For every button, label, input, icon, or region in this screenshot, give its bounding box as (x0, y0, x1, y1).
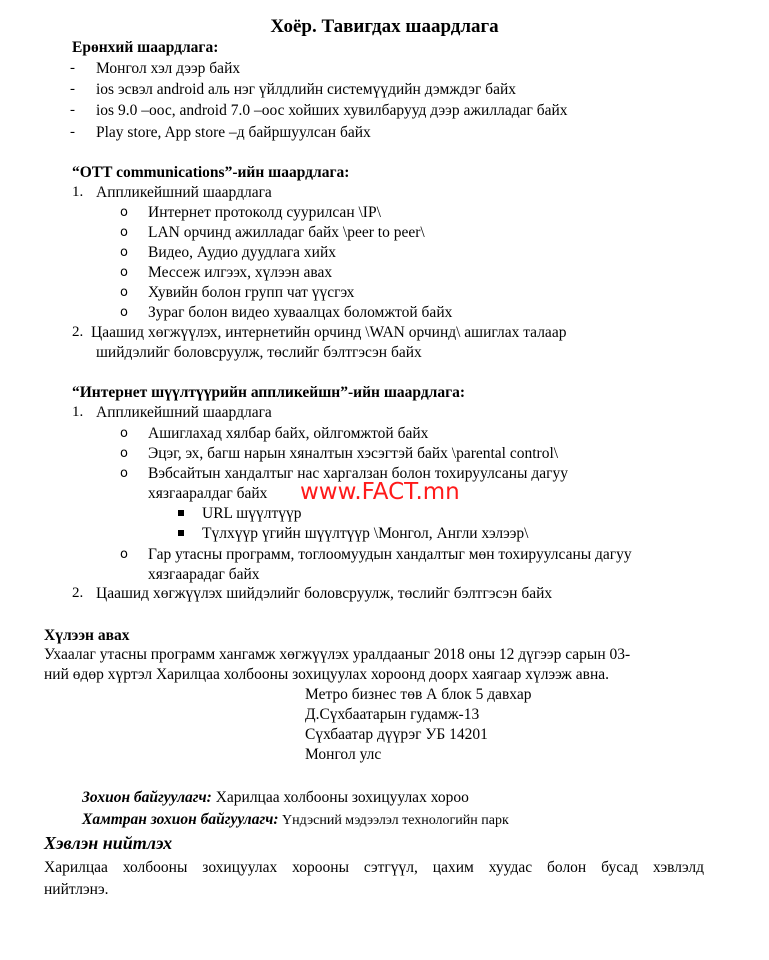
sub-item-cont: хязгааралдаг байх (148, 485, 268, 502)
dash-bullet: - (70, 60, 75, 76)
general-heading: Ерөнхий шаардлага: (72, 39, 219, 56)
sub-item: Ашиглахад хялбар байх, ойлгомжтой байх (148, 425, 429, 442)
sub-item: Эцэг, эх, багш нарын хяналтын хэсэгтэй байх \parental control\ (148, 445, 559, 462)
list-number: 2. (72, 585, 84, 601)
list-item-cont: шийдэлийг боловсруулж, төслийг бэлтгэсэн байх (96, 344, 422, 361)
dash-bullet: - (70, 102, 75, 118)
sub-item: Хувийн болон групп чат үүсгэх (148, 284, 355, 301)
list-item: Play store, App store –д байршуулсан байх (96, 124, 371, 141)
circle-bullet-icon: o (120, 265, 128, 280)
organizer-value: Харилцаа холбооны зохицуулах хороо (211, 789, 469, 806)
subsub-item: URL шүүлтүүр (202, 505, 302, 522)
circle-bullet-icon: o (120, 466, 128, 481)
list-item: ios 9.0 –оос, android 7.0 –оос хойших хувилбарууд дээр ажилладаг байх (96, 102, 568, 119)
list-number: 1. (72, 404, 84, 420)
address-line: Сүхбаатар дүүрэг УБ 14201 (305, 726, 488, 743)
circle-bullet-icon: o (120, 205, 128, 220)
circle-bullet-icon: o (120, 547, 128, 562)
publish-heading: Хэвлэн нийтлэх (44, 833, 173, 853)
list-item: Аппликейшний шаардлага (96, 404, 272, 421)
address-line: Метро бизнес төв А блок 5 давхар (305, 686, 532, 703)
sub-item: Зураг болон видео хуваалцах боломжтой байх (148, 304, 453, 321)
receive-paragraph: Ухаалаг утасны программ хангамж хөгжүүлэх уралдааныг 2018 оны 12 дүгээр сарын 03- (44, 646, 631, 663)
list-item: ios эсвэл android аль нэг үйлдлийн системүүдийн дэмждэг байх (96, 81, 516, 98)
address-line: Монгол улс (305, 746, 382, 763)
watermark: www.FACT.mn (300, 479, 460, 505)
dash-bullet: - (70, 81, 75, 97)
receive-paragraph-cont: ний өдөр хүртэл Харилцаа холбооны зохицуулах хороонд доорх хаягаар хүлээж авна. (44, 666, 610, 683)
organizer-label: Зохион байгуулагч: (82, 789, 212, 806)
sub-item: Мессеж илгээх, хүлээн авах (148, 264, 333, 281)
address-line: Д.Сүхбаатарын гудамж-13 (305, 706, 480, 723)
dash-bullet: - (70, 124, 75, 140)
coorganizer-line (82, 810, 509, 830)
coorganizer-label: Хамтран зохион байгуулагч: (82, 811, 279, 828)
subsub-item: Түлхүүр үгийн шүүлтүүр \Монгол, Англи хэлээр\ (202, 525, 529, 542)
publish-paragraph: Харилцаа холбооны зохицуулах хорооны сэтгүүл, цахим хуудас болон бусад хэвлэлд (44, 859, 704, 876)
sub-item: Вэбсайтын хандалтыг нас харгалзан болон тохируулсаны дагуу (148, 465, 568, 482)
sub-item-cont: хязгаарадаг байх (148, 566, 260, 583)
square-bullet-icon (178, 530, 184, 536)
list-item: Аппликейшний шаардлага (96, 184, 272, 201)
list-item: Монгол хэл дээр байх (96, 60, 241, 77)
circle-bullet-icon: o (120, 446, 128, 461)
list-item: Цаашид хөгжүүлэх шийдэлийг боловсруулж, төслийг бэлтгэсэн байх (96, 585, 553, 602)
organizer-line (82, 788, 469, 807)
sub-item: Гар утасны программ, тоглоомуудын хандалтыг мөн тохируулсаны дагуу (148, 546, 632, 563)
sub-item: LAN орчинд ажилладаг байх \peer to peer\ (148, 224, 425, 241)
circle-bullet-icon: o (120, 225, 128, 240)
list-number: 2. (72, 324, 84, 340)
circle-bullet-icon: o (120, 285, 128, 300)
circle-bullet-icon: o (120, 426, 128, 441)
filter-heading: “Интернет шүүлтүүрийн аппликейшн”-ийн шаардлага: (72, 384, 466, 401)
receive-heading: Хүлээн авах (44, 627, 130, 644)
sub-item: Интернет протоколд суурилсан \IP\ (148, 204, 381, 221)
list-number: 1. (72, 184, 84, 200)
ott-heading: “OTT communications”-ийн шаардлага: (72, 164, 350, 181)
list-item: Цаашид хөгжүүлэх, интернетийн орчинд \WAN орчинд\ ашиглах талаар (91, 324, 567, 341)
circle-bullet-icon: o (120, 305, 128, 320)
circle-bullet-icon: o (120, 245, 128, 260)
sub-item: Видео, Аудио дуудлага хийх (148, 244, 337, 261)
square-bullet-icon (178, 510, 184, 516)
page-title: Хоёр. Тавигдах шаардлага (270, 16, 499, 37)
publish-paragraph-cont: нийтлэнэ. (44, 881, 109, 898)
coorganizer-value: Үндэсний мэдээлэл технологийн парк (278, 813, 509, 828)
